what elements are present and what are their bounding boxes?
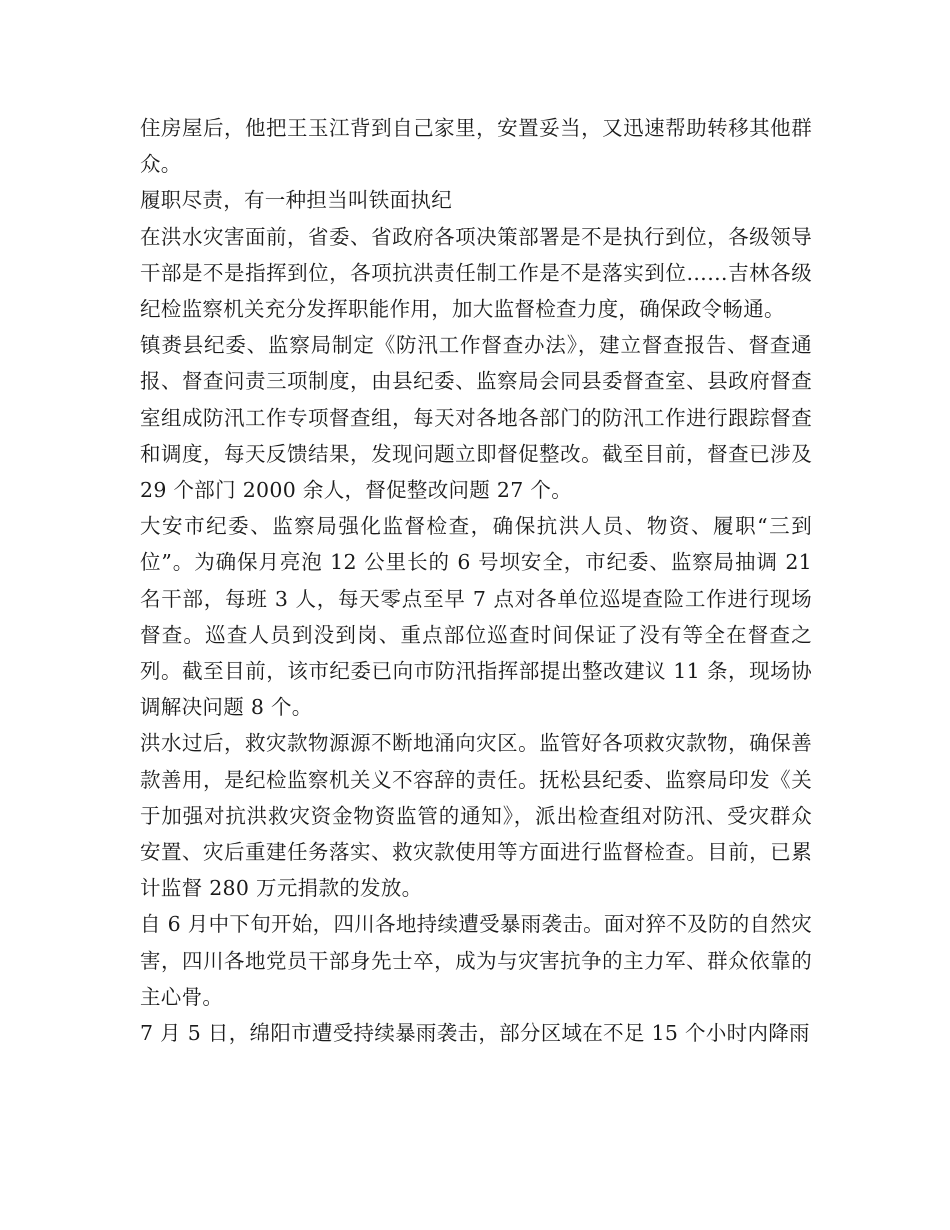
paragraph-fusong: 洪水过后，救灾款物源源不断地涌向灾区。监管好各项救灾款物，确保善款善用，是纪检监察机关义不容辞的责任。抚松县纪委、监察局印发《关于加强对抗洪救灾资金物资监管的通知》，派出检查组对防汛、受灾群众安置、灾后重建任务落实、救灾款使用等方面进行监督检查。目前，已累计监督 280 万元捐款的发放。 xyxy=(140,731,812,901)
paragraph-daan: 大安市纪委、监察局强化监督检查，确保抗洪人员、物资、履职“三到位”。为确保月亮泡 12 公里长的 6 号坝安全，市纪委、监察局抽调 21 名干部，每班 3 人，每天零点至早 7 点对各单位巡堤查险工作进行现场督查。巡查人员到没到岗、重点部位巡查时间保证了没有等全在督查之列。截至目前，该市纪委已向市防汛指挥部提出整改建议 11 条，现场协调解决问题 8 个。 xyxy=(140,514,812,720)
paragraph-zhenlai: 镇赉县纪委、监察局制定《防汛工作督查办法》，建立督查报告、督查通报、督查问责三项制度，由县纪委、监察局会同县委督查室、县政府督查室组成防汛工作专项督查组，每天对各地各部门的防汛工作进行跟踪督查和调度，每天反馈结果，发现问题立即督促整改。截至目前，督查已涉及 29 个部门 2000 余人，督促整改问题 27 个。 xyxy=(140,333,812,503)
document-body xyxy=(140,110,812,1051)
paragraph-sichuan: 自 6 月中下旬开始，四川各地持续遭受暴雨袭击。面对猝不及防的自然灾害，四川各地党员干部身先士卒，成为与灾害抗争的主力军、群众依靠的主心骨。 xyxy=(140,912,812,1009)
paragraph-mianyang: 7 月 5 日，绵阳市遭受持续暴雨袭击，部分区域在不足 15 个小时内降雨 xyxy=(140,1021,810,1046)
section-heading: 履职尽责，有一种担当叫铁面执纪 xyxy=(140,188,452,213)
paragraph-jilin-overview: 在洪水灾害面前，省委、省政府各项决策部署是不是执行到位，各级领导干部是不是指挥到位，各项抗洪责任制工作是不是落实到位……吉林各级纪检监察机关充分发挥职能作用，加大监督检查力度，确保政令畅通。 xyxy=(140,224,812,322)
paragraph-continuation: 住房屋后，他把王玉江背到自己家里，安置妥当，又迅速帮助转移其他群众。 xyxy=(140,116,812,177)
